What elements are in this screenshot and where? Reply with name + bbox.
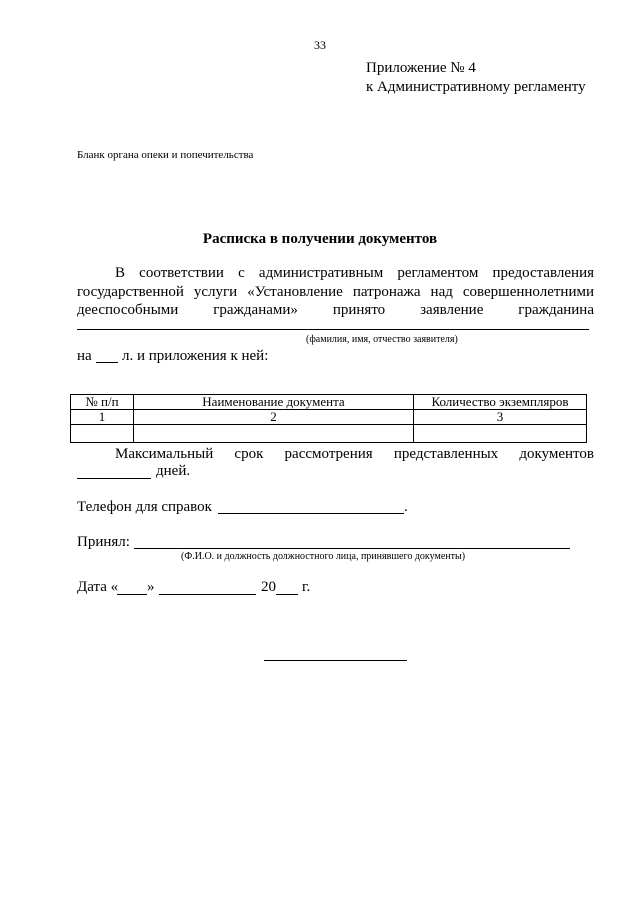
phone-label: Телефон для справок: [77, 499, 212, 515]
intro-line-1: В соответствии с административным регламентом предоставления: [115, 265, 594, 281]
deadline-days-field[interactable]: [77, 478, 151, 479]
pages-count-field[interactable]: [96, 362, 118, 363]
table-row: [71, 425, 587, 443]
table-cell[interactable]: [134, 425, 414, 443]
pages-prefix: на: [77, 348, 92, 364]
table-header-cell: № п/п: [71, 395, 134, 410]
authority-blank-label: Бланк органа опеки и попечительства: [77, 149, 254, 161]
accepted-by-caption: (Ф.И.О. и должность должностного лица, принявшего документы): [181, 551, 466, 562]
appendix-line-1: Приложение № 4: [366, 60, 476, 76]
accepted-by-field[interactable]: [134, 548, 570, 549]
table-header-row: [71, 395, 587, 410]
table-cell: 3: [414, 410, 587, 425]
date-month-field[interactable]: [159, 594, 256, 595]
applicant-name-field[interactable]: [77, 329, 589, 330]
table-cell: 2: [134, 410, 414, 425]
date-quote-close: »: [147, 579, 155, 595]
date-year-suffix: г.: [302, 579, 311, 595]
table-cell[interactable]: [71, 425, 134, 443]
pages-suffix: л. и приложения к ней:: [122, 348, 269, 364]
table-numbering-row: [71, 410, 587, 425]
table-header-cell: Количество экземпляров: [414, 395, 587, 410]
intro-line-2: государственной услуги «Установление патронажа над совершеннолетними: [77, 284, 594, 300]
page-number: 33: [314, 38, 326, 52]
phone-end: .: [404, 499, 408, 515]
bottom-divider: [264, 660, 407, 661]
date-label: Дата «: [77, 579, 119, 595]
date-year-prefix: 20: [261, 579, 276, 595]
intro-line-3: дееспособными гражданами» принято заявление гражданина: [77, 302, 594, 318]
date-year-field[interactable]: [276, 594, 298, 595]
table-cell: 1: [71, 410, 134, 425]
deadline-line-1: Максимальный срок рассмотрения представленных документов: [115, 446, 594, 462]
phone-field[interactable]: [218, 513, 404, 514]
table-cell[interactable]: [414, 425, 587, 443]
deadline-suffix: дней.: [156, 463, 191, 479]
applicant-name-caption: (фамилия, имя, отчество заявителя): [306, 334, 458, 345]
table-header-cell: Наименование документа: [134, 395, 414, 410]
accepted-label: Принял:: [77, 534, 130, 550]
appendix-line-2: к Административному регламенту: [366, 79, 586, 95]
date-day-field[interactable]: [117, 594, 147, 595]
document-title: Расписка в получении документов: [202, 231, 438, 247]
documents-table: [70, 394, 587, 443]
